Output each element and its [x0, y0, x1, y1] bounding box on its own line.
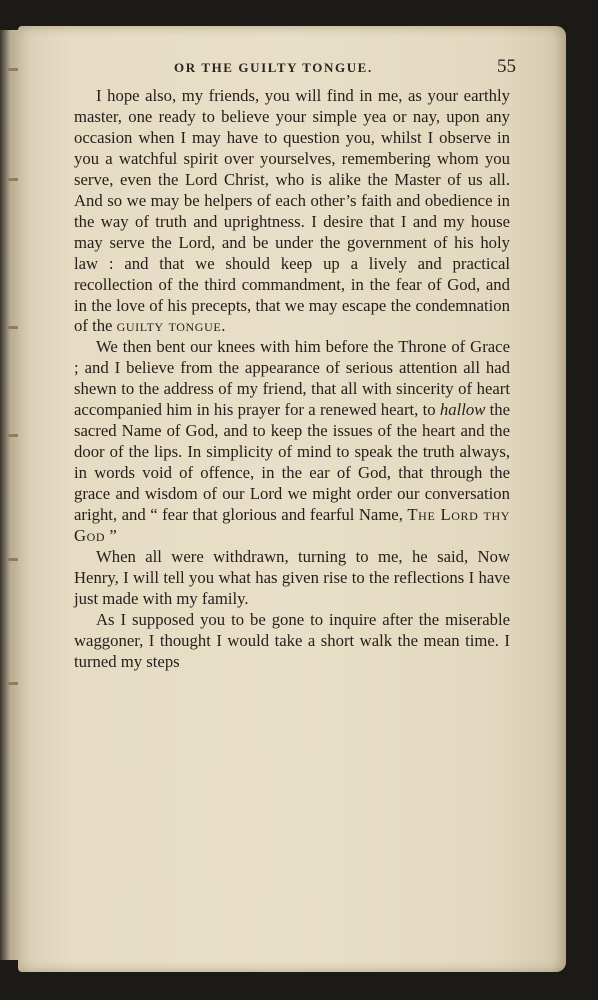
text-run: When all were withdrawn, turning to me, he said, Now Henry, I will tell you what has given rise to the reflections I have just made with my family. — [74, 546, 510, 608]
text-run: As I supposed you to be gone to inquire after the miserable waggoner, I thought I would take a short walk the mean time. I turned my steps — [74, 609, 510, 671]
running-head-title: OR THE GUILTY TONGUE. — [174, 60, 373, 75]
text-run: I hope also, my friends, you will find in me, as your earthly master, one ready to believe your simple yea or nay, upon any occasion when I may have to question you, whilst I observe in you a watchful spirit over yourselves, remembering whom you serve, even the Lord Christ, who is alike the Master of us all. And so we may be helpers of each other’s faith and obedience in the way of truth and uprightness. I desire that I and my house may serve the Lord, and be under the government of his holy law : and that we should keep up a lively and practical recollection of the third commandment, in the fear of God, and in the love of his precepts, that we may escape the condemnation of the — [74, 86, 510, 336]
text-run-smallcaps: guilty tongue. — [116, 316, 227, 336]
text-run: ” — [105, 526, 117, 546]
text-run-smallcaps: The Lord thy God — [74, 505, 510, 546]
text-run: the sacred Name of God, and to keep the issues of the heart and the door of the lips. In simplicity of mind to speak the truth always, in words void of offence, in the ear of God, that through the grace and wisdom of our Lord we might order our conversation aright, and “ fear that glorious and fearful Name, — [74, 400, 511, 525]
text-run-italic: hallow — [439, 400, 486, 420]
running-head — [52, 56, 522, 82]
paragraph — [74, 337, 510, 547]
page-number: 55 — [497, 56, 516, 77]
body-text — [74, 86, 510, 673]
paragraph — [74, 610, 510, 673]
paragraph — [74, 547, 510, 610]
text-run: We then bent our knees with him before the Throne of Grace ; and I believe from the appearance of serious attention all had shewn to the address of my friend, that all with sincerity of heart accompanied him in his prayer for a renewed heart, to — [74, 337, 510, 420]
paragraph — [74, 86, 510, 337]
